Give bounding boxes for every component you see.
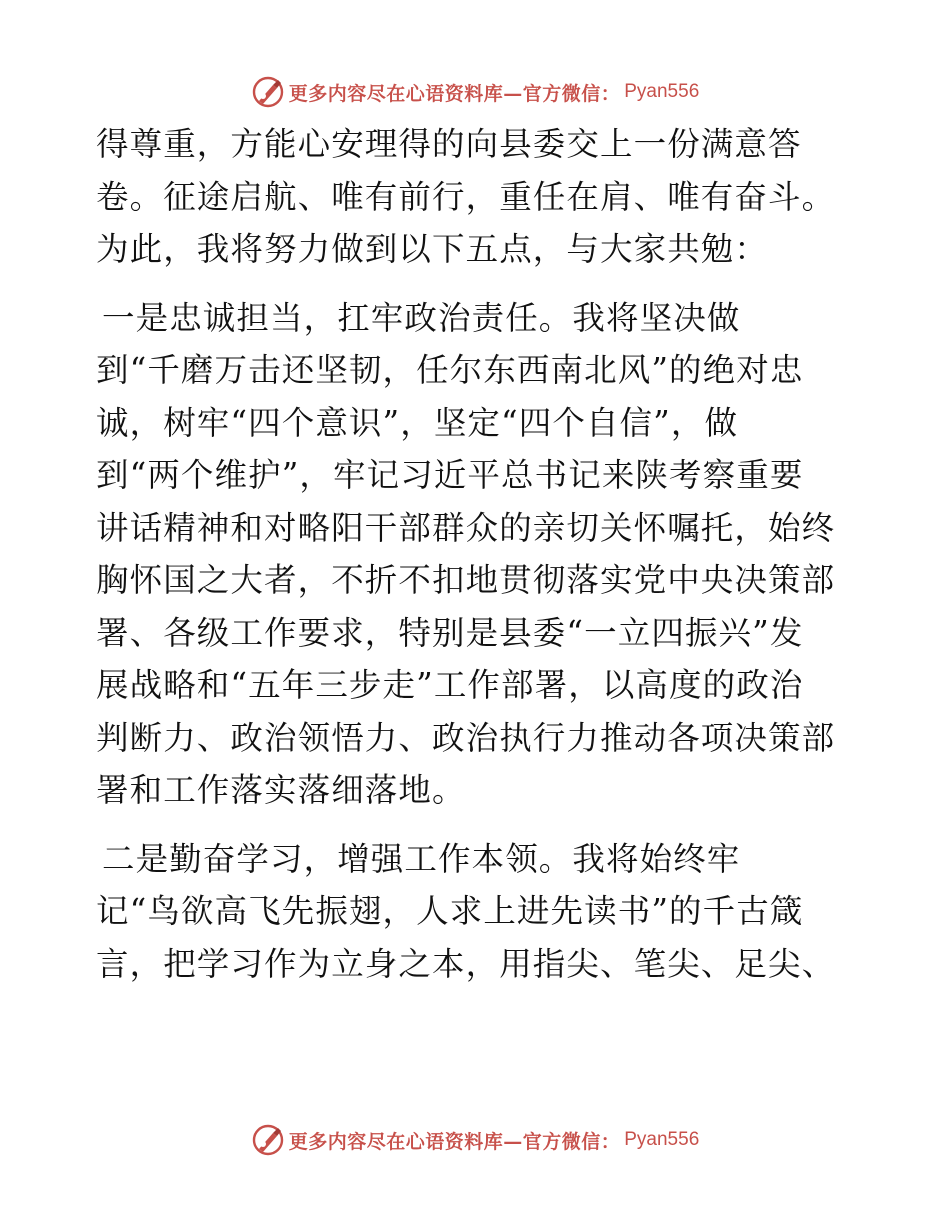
- text-line: 到“千磨万击还坚韧，任尔东西南北风”的绝对忠: [96, 351, 804, 389]
- pen-logo-icon: [251, 1123, 285, 1157]
- text-line: 判断力、政治领悟力、政治执行力推动各项决策部: [96, 718, 836, 757]
- paragraph-heading-line: 二是勤奋学习，增强工作本领。我将始终牢: [102, 839, 741, 878]
- paragraph-heading-line: 一是忠诚担当，扛牢政治责任。我将坚决做: [102, 298, 741, 337]
- header-banner-text: 更多内容尽在心语资料库—官方微信：: [288, 82, 621, 105]
- text-line: 署、各级工作要求，特别是县委“一立四振兴”发: [96, 613, 804, 652]
- text-line: 卷。征途启航、唯有前行，重任在肩、唯有奋斗。: [96, 177, 836, 216]
- document-body: [96, 118, 866, 990]
- footer-banner-contact: Pyan556: [624, 1129, 700, 1150]
- text-line: 胸怀国之大者，不折不扣地贯彻落实党中央决策部: [96, 561, 836, 599]
- header-banner: [0, 72, 950, 112]
- text-line: 言，把学习作为立身之本，用指尖、笔尖、足尖、: [96, 944, 836, 983]
- text-line: 记“鸟欲高飞先振翅，人求上进先读书”的千古箴: [96, 892, 804, 930]
- text-line: 得尊重，方能心安理得的向县委交上一份满意答: [96, 125, 802, 163]
- header-banner-contact: Pyan556: [624, 81, 700, 102]
- pen-logo-icon: [251, 75, 285, 109]
- text-line: 诚，树牢“四个意识”，坚定“四个自信”，做: [96, 403, 739, 442]
- text-line: 讲话精神和对略阳干部群众的亲切关怀嘱托，始终: [96, 508, 836, 547]
- footer-banner: [0, 1120, 950, 1160]
- footer-banner-text: 更多内容尽在心语资料库—官方微信：: [288, 1130, 621, 1153]
- text-line: 展战略和“五年三步走”工作部署，以高度的政治: [96, 666, 804, 704]
- text-line: 署和工作落实落细落地。: [96, 771, 466, 809]
- text-line: 为此，我将努力做到以下五点，与大家共勉：: [96, 230, 769, 268]
- text-line: 到“两个维护”，牢记习近平总书记来陕考察重要: [96, 456, 804, 494]
